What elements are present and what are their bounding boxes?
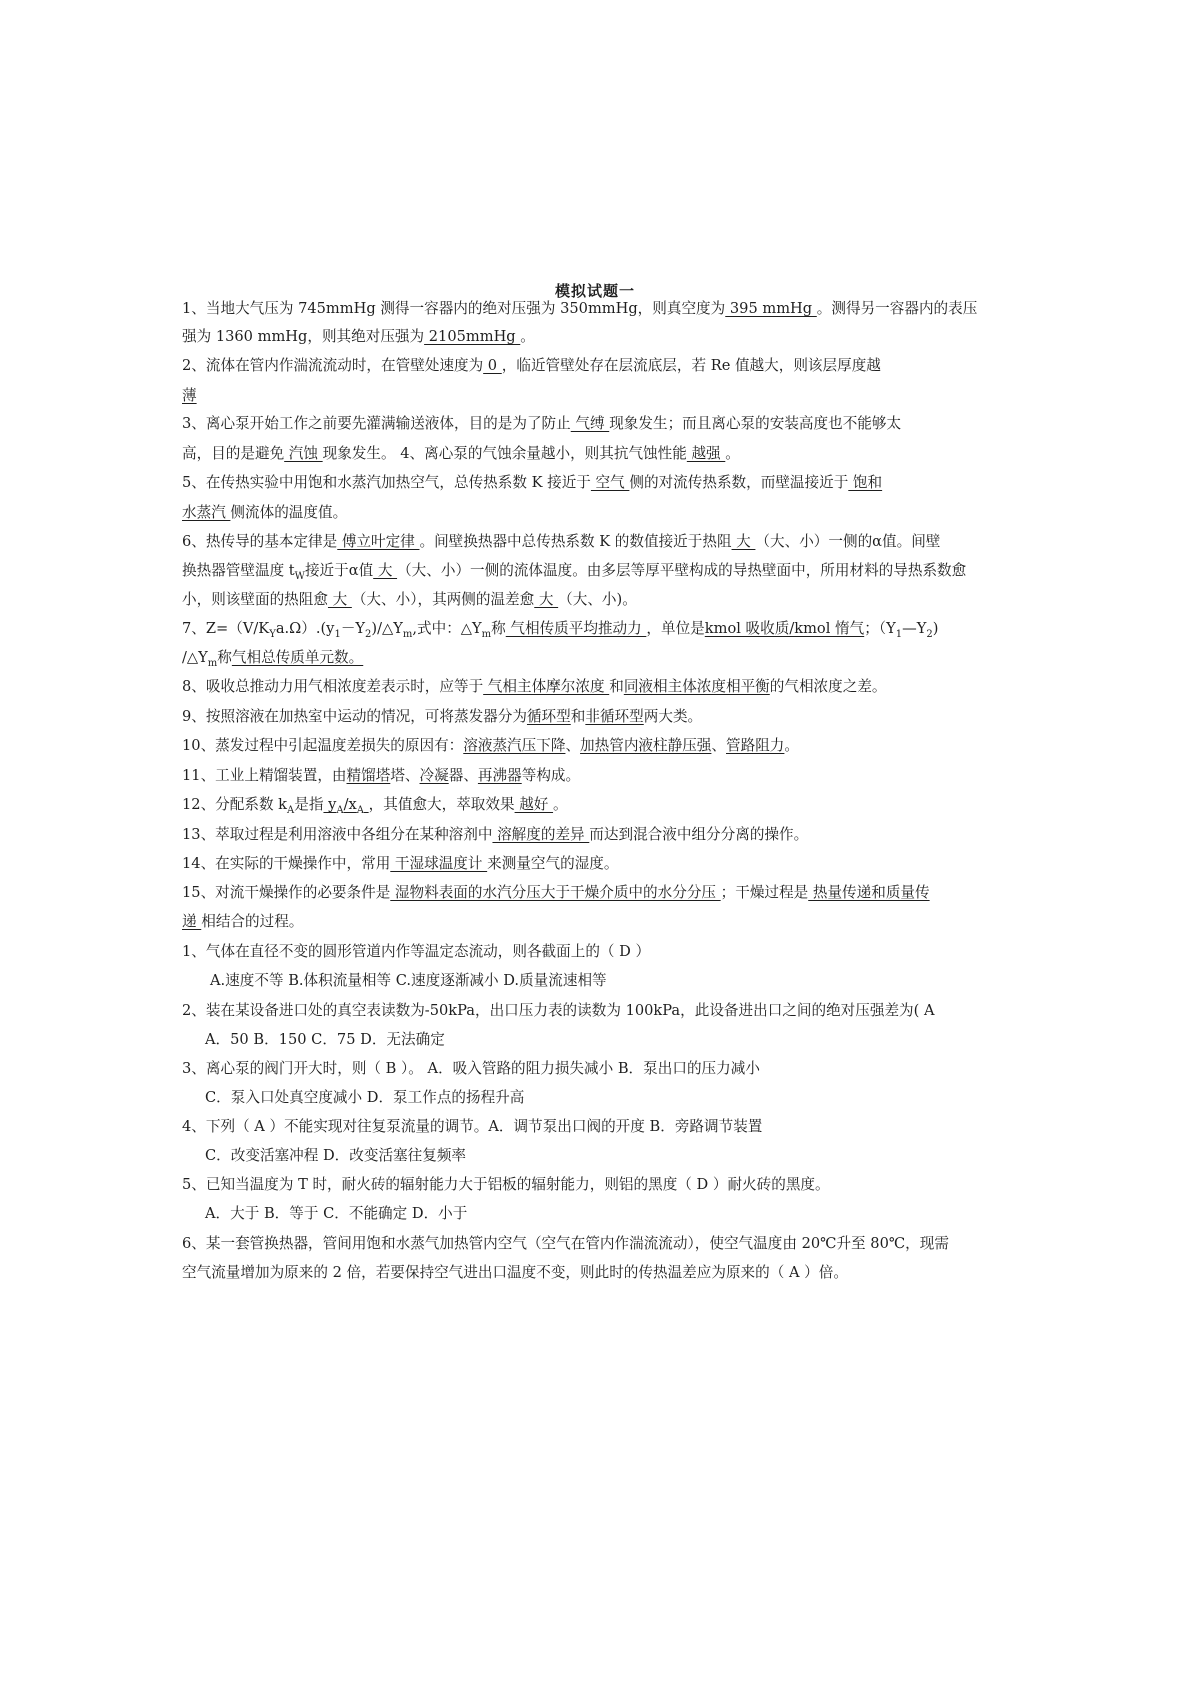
- subscript: m: [402, 628, 413, 640]
- question-text: ，单位是: [646, 620, 705, 637]
- question-line: [182, 385, 1022, 407]
- question-text: 的气相浓度之差。: [769, 678, 887, 695]
- subscript: Y: [269, 628, 276, 640]
- question-text: 、: [711, 737, 727, 754]
- answer-blank: 薄: [182, 387, 197, 404]
- page-title: 模拟试题一: [554, 282, 635, 300]
- answer-blank: 精馏塔: [346, 767, 391, 784]
- question-line: [182, 472, 1022, 494]
- subscript: A: [287, 804, 295, 816]
- question-text: ,式中：△Y: [412, 620, 482, 637]
- question-text: 15、对流干燥操作的必要条件是: [182, 884, 391, 901]
- question-text: a.Ω）.(y: [275, 620, 335, 637]
- question-text: ，临近管壁处存在层流底层，若 Re 值越大，则该层厚度越: [501, 357, 881, 374]
- answer-blank: 干湿球温度计: [390, 855, 488, 872]
- question-text: A．大于 B．等于 C．不能确定 D．小于: [205, 1205, 468, 1222]
- answer-blank: 傅立叶定律: [337, 533, 420, 550]
- answer-blank: 大: [731, 533, 756, 550]
- answer-blank: 大: [373, 562, 398, 579]
- question-text: 和: [570, 708, 586, 725]
- answer-blank: 递: [182, 913, 202, 930]
- question-text: 相结合的过程。: [201, 913, 304, 930]
- question-text: 侧的对流传热系数，而壁温接近于: [629, 474, 849, 491]
- answer-blank: 水蒸汽: [182, 504, 231, 521]
- question-line: [182, 765, 1022, 787]
- question-text: 10、蒸发过程中引起温度差损失的原因有：: [182, 737, 464, 754]
- question-text: 空气流量增加为原来的 2 倍，若要保持空气进出口温度不变，则此时的传热温差应为原来的（ A ）倍。: [182, 1264, 848, 1281]
- question-text: 侧流体的温度值。: [230, 504, 348, 521]
- question-text: 。测得另一容器内的表压: [816, 300, 978, 317]
- question-text: 1、当地大气压为 745mmHg 测得一容器内的绝对压强为 350mmHg，则真空度为: [182, 300, 726, 317]
- question-text: 高，目的是避免: [182, 445, 285, 462]
- subscript: 2: [926, 628, 933, 640]
- question-line: [182, 735, 1022, 757]
- answer-blank: 2105mmHg: [424, 328, 521, 345]
- question-text: 2、装在某设备进口处的真空表读数为-50kPa，出口压力表的读数为 100kPa，此设备进出口之间的绝对压强差为( A: [182, 1002, 935, 1019]
- question-text: ，其值愈大，萃取效果: [368, 796, 515, 813]
- answer-blank: 循环型: [526, 708, 571, 725]
- question-text: —Y: [902, 620, 927, 637]
- question-text: 接近于α值: [304, 562, 374, 579]
- question-text: 现象发生；而且离心泵的安装高度也不能够太: [609, 415, 902, 432]
- question-text: 12、分配系数 k: [182, 796, 288, 813]
- answer-blank: /x: [343, 796, 357, 813]
- question-text: 4、下列（ A ）不能实现对往复泵流量的调节。A．调节泵出口阀的开度 B．旁路调节装置: [182, 1118, 763, 1135]
- question-text: /△Y: [182, 649, 208, 666]
- answer-blank: 非循环型: [585, 708, 644, 725]
- question-line: [210, 970, 1050, 992]
- question-text: （大、小）一侧的流体温度。由多层等厚平壁构成的导热壁面中，所用材料的导热系数愈: [397, 562, 967, 579]
- question-line: [182, 531, 1022, 553]
- subscript: A: [336, 804, 344, 816]
- subscript: 2: [365, 628, 372, 640]
- question-text: 是指: [294, 796, 324, 813]
- question-text: 称: [491, 620, 506, 637]
- question-text: 两大类。: [643, 708, 703, 725]
- question-text: ): [932, 620, 939, 637]
- subscript: 1: [334, 628, 341, 640]
- answer-blank: y: [323, 796, 337, 813]
- question-line: [182, 1058, 1022, 1080]
- question-text: 和: [609, 678, 624, 695]
- question-text: C．泵入口处真空度减小 D．泵工作点的扬程升高: [205, 1089, 525, 1106]
- question-text: 9、按照溶液在加热室中运动的情况，可将蒸发器分为: [182, 708, 527, 725]
- answer-blank: 饱和: [848, 474, 883, 491]
- question-line: [182, 589, 1022, 611]
- question-text: 来测量空气的湿度。: [487, 855, 619, 872]
- answer-blank: 溶液蒸汽压下降: [463, 737, 566, 754]
- answer-blank: 冷凝: [419, 767, 449, 784]
- question-text: 3、离心泵开始工作之前要先灌满输送液体，目的是为了防止: [182, 415, 571, 432]
- question-text: 现象发生。 4、离心泵的气蚀余量越小，则其抗气蚀性能: [322, 445, 687, 462]
- question-text: 6、热传导的基本定律是: [182, 533, 338, 550]
- answer-blank: 395 mmHg: [725, 300, 817, 317]
- answer-blank: 管路阻力: [726, 737, 785, 754]
- question-text: 小，则该壁面的热阻愈: [182, 591, 328, 608]
- question-line: [182, 911, 1022, 933]
- answer-blank: 气相主体摩尔浓度: [483, 678, 610, 695]
- question-line: [182, 676, 1022, 698]
- question-text: 6、某一套管换热器，管间用饱和水蒸气加热管内空气（空气在管内作湍流流动），使空气温度由 20℃升至 80℃，现需: [182, 1235, 949, 1252]
- question-text: 换热器管壁温度 t: [182, 562, 295, 579]
- subscript: m: [207, 657, 218, 669]
- question-text: 。: [725, 445, 740, 462]
- question-line: [182, 413, 1022, 435]
- answer-blank: 0: [483, 357, 502, 374]
- answer-blank: 加热管内液柱静压强: [580, 737, 712, 754]
- subscript: m: [481, 628, 492, 640]
- question-line: [182, 647, 1022, 669]
- answer-blank: 越强: [686, 445, 726, 462]
- answer-blank: 大: [327, 591, 352, 608]
- answer-blank: 大: [534, 591, 559, 608]
- answer-blank: 汽蚀: [284, 445, 323, 462]
- question-text: 1、气体在直径不变的圆形管道内作等温定态流动，则各截面上的（ D ）: [182, 943, 651, 960]
- answer-blank: 同液相主体浓度相平衡: [623, 678, 770, 695]
- question-line: [182, 326, 1022, 348]
- question-line: [182, 706, 1022, 728]
- question-text: 5、已知当温度为 T 时，耐火砖的辐射能力大于铝板的辐射能力，则铝的黑度（ D ）耐火砖的黑度。: [182, 1176, 830, 1193]
- answer-blank: 热量传递和质量传: [808, 884, 930, 901]
- question-text: 。: [553, 796, 568, 813]
- question-text: 器、: [448, 767, 478, 784]
- question-line: [182, 1233, 1022, 1255]
- answer-blank: 空气: [590, 474, 630, 491]
- question-text: 等构成。: [521, 767, 581, 784]
- answer-blank: kmol 吸收质/kmol 惰气: [704, 620, 865, 637]
- question-line: [205, 1029, 1045, 1051]
- answer-blank: 湿物料表面的水汽分压大于干燥介质中的水分分压: [390, 884, 721, 901]
- question-text: （大、小），其两侧的温差愈: [351, 591, 535, 608]
- question-line: [182, 853, 1022, 875]
- question-line: [182, 443, 1022, 465]
- question-line: [182, 355, 1022, 377]
- question-line: [182, 560, 1022, 582]
- question-text: 13、萃取过程是利用溶液中各组分在某种溶剂中: [182, 826, 493, 843]
- question-line: [182, 1000, 1022, 1022]
- question-line: [182, 1174, 1022, 1196]
- question-text: 。: [784, 737, 800, 754]
- question-text: 。间壁换热器中总传热系数 K 的数值接近于热阻: [419, 533, 732, 550]
- answer-blank: 越好: [514, 796, 554, 813]
- question-text: A．50 B．150 C．75 D．无法确定: [205, 1031, 445, 1048]
- question-text: 7、Z=（V/K: [182, 620, 270, 637]
- question-text: 2、流体在管内作湍流流动时，在管壁处速度为: [182, 357, 484, 374]
- question-text: C．改变活塞冲程 D．改变活塞往复频率: [205, 1147, 467, 1164]
- answer-blank: 再沸器: [477, 767, 522, 784]
- question-line: [182, 618, 1022, 640]
- question-line: [182, 298, 1022, 320]
- question-line: [182, 882, 1022, 904]
- question-text: 。: [520, 328, 535, 345]
- subscript: W: [294, 570, 305, 582]
- question-line: [182, 502, 1022, 524]
- answer-blank: 气相总传质单元数。: [231, 649, 364, 666]
- answer-blank: 气相传质平均推动力: [505, 620, 647, 637]
- question-text: －Y: [340, 620, 366, 637]
- question-line: [205, 1087, 1045, 1109]
- question-text: 14、在实际的干燥操作中，常用: [182, 855, 391, 872]
- answer-blank: 溶解度的差异: [492, 826, 590, 843]
- question-text: 8、吸收总推动力用气相浓度差表示时，应等于: [182, 678, 484, 695]
- question-line: [182, 824, 1022, 846]
- question-line: [205, 1145, 1045, 1167]
- question-line: [182, 794, 1022, 816]
- subscript: A: [356, 804, 364, 816]
- question-text: A.速度不等 B.体积流量相等 C.速度逐渐减小 D.质量流速相等: [210, 972, 607, 989]
- question-text: )/△Y: [371, 620, 403, 637]
- question-text: 塔、: [390, 767, 420, 784]
- question-line: [182, 941, 1022, 963]
- question-line: [182, 1116, 1022, 1138]
- question-text: 3、离心泵的阀门开大时，则（ B ）。 A．吸入管路的阻力损失减小 B．泵出口的压力减小: [182, 1060, 760, 1077]
- question-text: （大、小）一侧的α值。间壁: [755, 533, 941, 550]
- subscript: 1: [895, 628, 903, 640]
- question-text: 、: [565, 737, 581, 754]
- question-text: 称: [217, 649, 232, 666]
- question-text: ；（Y: [864, 620, 896, 637]
- question-text: （大、小)。: [558, 591, 637, 608]
- question-text: 11、工业上精馏装置，由: [182, 767, 347, 784]
- answer-blank: 气缚: [570, 415, 610, 432]
- question-text: 强为 1360 mmHg，则其绝对压强为: [182, 328, 425, 345]
- question-line: [182, 1262, 1022, 1284]
- question-text: 5、在传热实验中用饱和水蒸汽加热空气，总传热系数 K 接近于: [182, 474, 591, 491]
- question-text: ；干燥过程是: [720, 884, 809, 901]
- question-text: 而达到混合液中组分分离的操作。: [589, 826, 809, 843]
- question-line: [205, 1203, 1045, 1225]
